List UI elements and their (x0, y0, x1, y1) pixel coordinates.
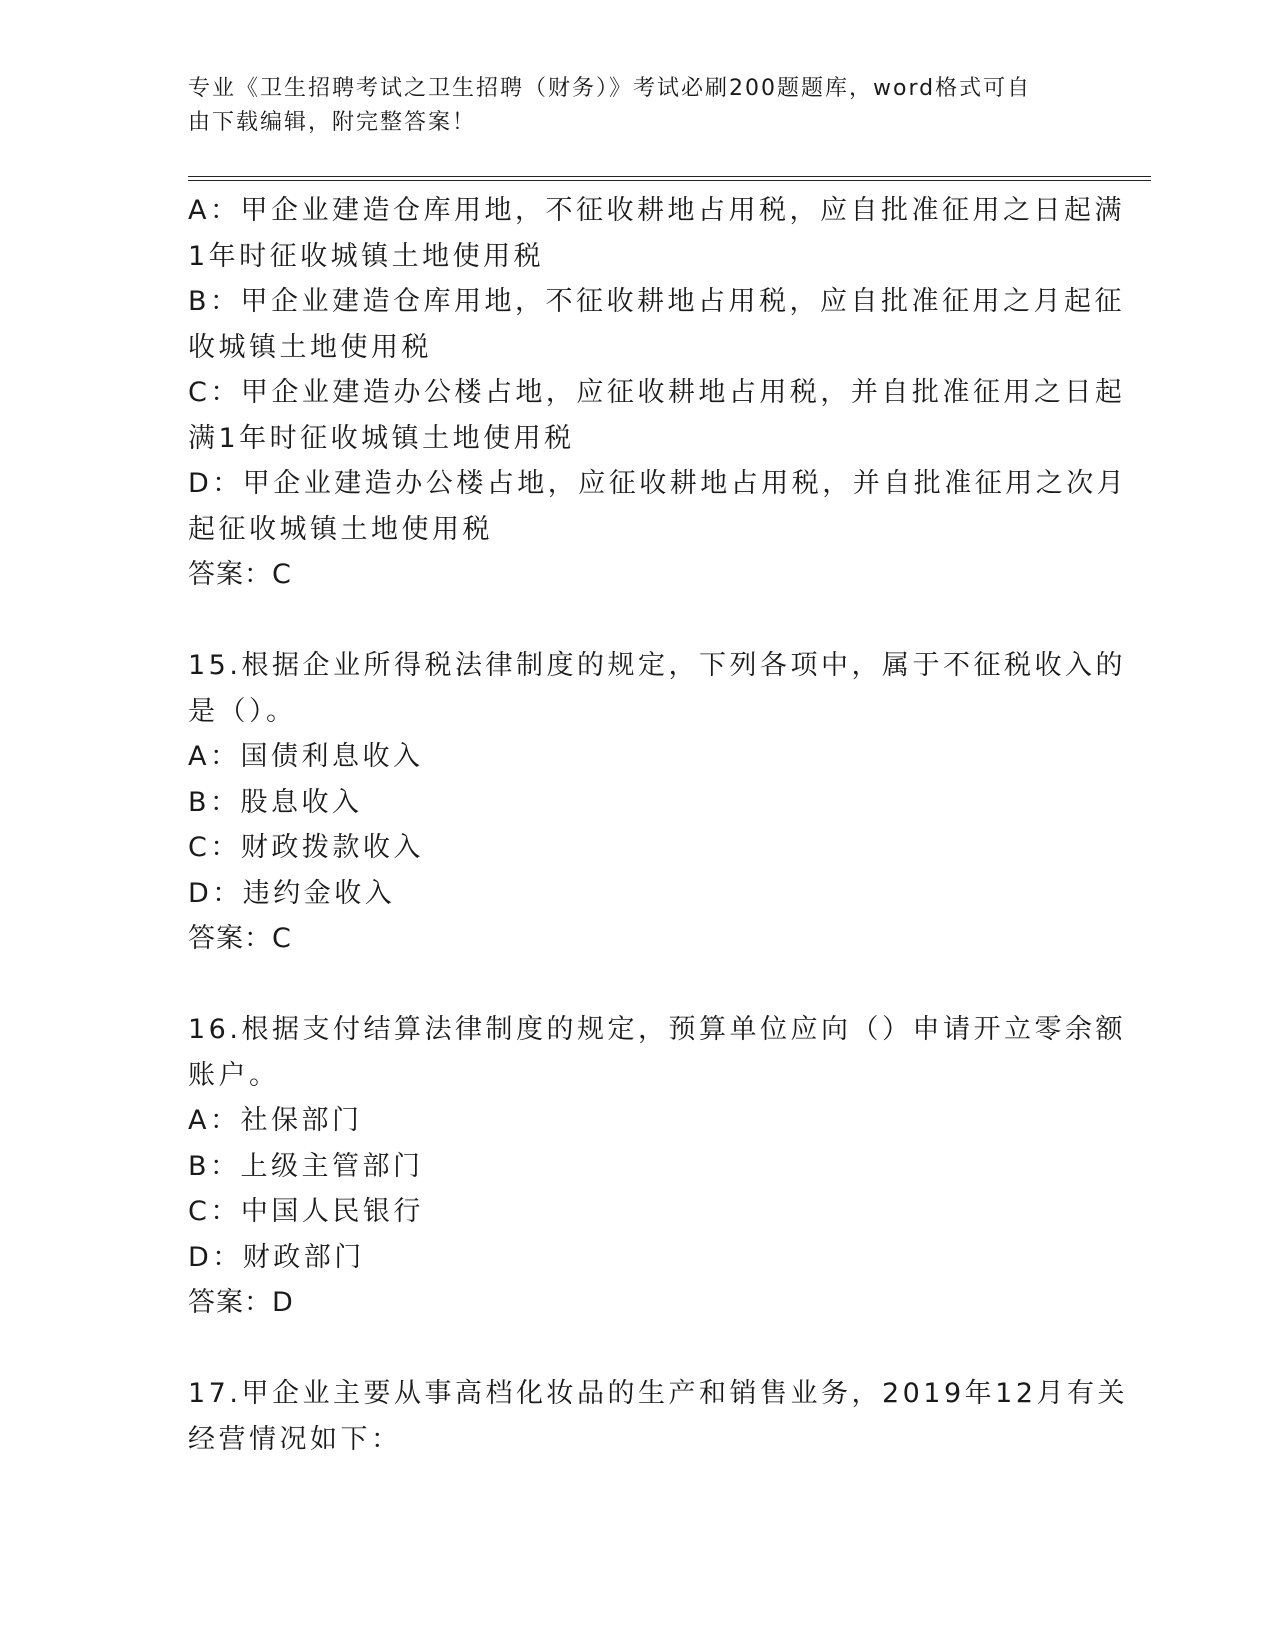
question-stem-line-2: 账户。 (188, 1059, 280, 1091)
question-stem-line-2: 经营情况如下： (188, 1423, 402, 1455)
header-line-1: 专业《卫生招聘考试之卫生招聘（财务）》考试必刷200题题库，word格式可自 (188, 76, 1032, 101)
document-body (188, 188, 1129, 1462)
question-stem-line-1: 15.根据企业所得税法律制度的规定，下列各项中，属于不征税收入的 (188, 650, 1126, 681)
option-b-line-2: 收城镇土地使用税 (188, 331, 432, 363)
option-d: D：财政部门 (188, 1241, 365, 1273)
option-c-line-2: 满1年时征收城镇土地使用税 (188, 422, 575, 454)
option-b: B：上级主管部门 (188, 1150, 424, 1182)
question-14 (188, 188, 1128, 598)
option-d-line-2: 起征收城镇土地使用税 (188, 513, 493, 545)
option-c: C：中国人民银行 (188, 1196, 424, 1227)
question-15 (188, 643, 1126, 962)
header-line-2: 由下载编辑，附完整答案！ (188, 110, 477, 135)
question-17 (188, 1371, 1129, 1462)
document-header (188, 72, 1088, 140)
header-divider (188, 176, 1151, 181)
option-a-line-1: A：甲企业建造仓库用地，不征收耕地占用税，应自批准征用之日起满 (188, 195, 1125, 226)
option-d-line-1: D：甲企业建造办公楼占地，应征收耕地占用税，并自批准征用之次月 (188, 468, 1128, 499)
spacer (188, 598, 1088, 644)
spacer (188, 1326, 1088, 1372)
spacer (188, 962, 1088, 1008)
option-a: A：国债利息收入 (188, 741, 424, 772)
option-d: D：违约金收入 (188, 877, 396, 909)
option-c-line-1: C：甲企业建造办公楼占地，应征收耕地占用税，并自批准征用之日起 (188, 377, 1126, 408)
answer: 答案：D (188, 1287, 294, 1318)
option-a-line-2: 1年时征收城镇土地使用税 (188, 240, 545, 272)
option-b: B：股息收入 (188, 786, 363, 818)
option-a: A：社保部门 (188, 1105, 363, 1136)
question-16 (188, 1007, 1126, 1326)
question-stem-line-2: 是（）。 (188, 695, 297, 727)
question-stem-line-1: 16.根据支付结算法律制度的规定，预算单位应向（）申请开立零余额 (188, 1014, 1126, 1045)
answer: 答案：C (188, 559, 292, 590)
option-c: C：财政拨款收入 (188, 832, 424, 863)
answer: 答案：C (188, 923, 292, 954)
option-b-line-1: B：甲企业建造仓库用地，不征收耕地占用税，应自批准征用之月起征 (188, 286, 1126, 317)
question-stem-line-1: 17.甲企业主要从事高档化妆品的生产和销售业务，2019年12月有关 (188, 1378, 1129, 1409)
